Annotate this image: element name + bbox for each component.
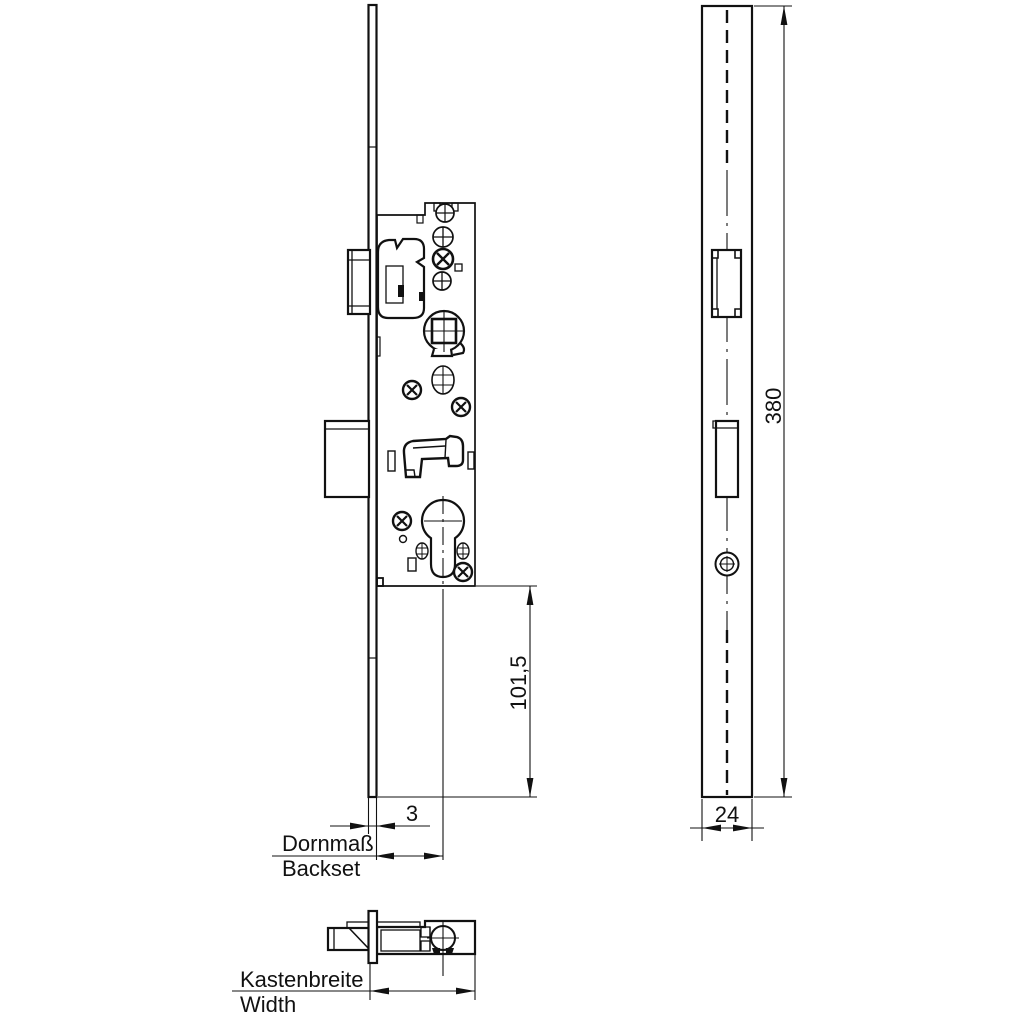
faceplate-plan bbox=[369, 911, 378, 963]
cross-screw-cyl-left bbox=[393, 512, 411, 530]
dim-text-380: 380 bbox=[761, 387, 786, 425]
dim-text-101-5: 101,5 bbox=[506, 655, 531, 711]
label-kastenbreite: Kastenbreite bbox=[240, 967, 364, 992]
case-plan bbox=[377, 921, 475, 954]
latch-bolt-side bbox=[348, 250, 370, 314]
latch-cutout bbox=[712, 250, 741, 317]
cross-screw-mid-left bbox=[403, 381, 421, 399]
cross-screw-mid-right bbox=[452, 398, 470, 416]
deadbolt-cutout bbox=[713, 421, 738, 497]
phillips-screw bbox=[433, 227, 453, 247]
faceplate-side bbox=[369, 5, 377, 797]
label-width: Width bbox=[240, 992, 297, 1017]
label-backset: Backset bbox=[282, 856, 361, 881]
phillips-screw-2 bbox=[433, 272, 451, 290]
dim-text-24: 24 bbox=[714, 802, 740, 827]
cross-screw-bold bbox=[433, 249, 453, 269]
oval-nut bbox=[432, 366, 454, 394]
deadbolt-side bbox=[325, 421, 369, 497]
hatched-oval-left bbox=[416, 543, 428, 559]
cross-screw-bottom bbox=[454, 563, 472, 581]
hatched-oval-right bbox=[457, 543, 469, 559]
label-dornmass: Dornmaß bbox=[282, 831, 374, 856]
side-view bbox=[325, 5, 475, 797]
screw-hole bbox=[716, 553, 739, 576]
latch-body bbox=[378, 239, 425, 318]
latch-bolt-plan bbox=[328, 928, 370, 950]
dim-text-3: 3 bbox=[405, 801, 419, 826]
